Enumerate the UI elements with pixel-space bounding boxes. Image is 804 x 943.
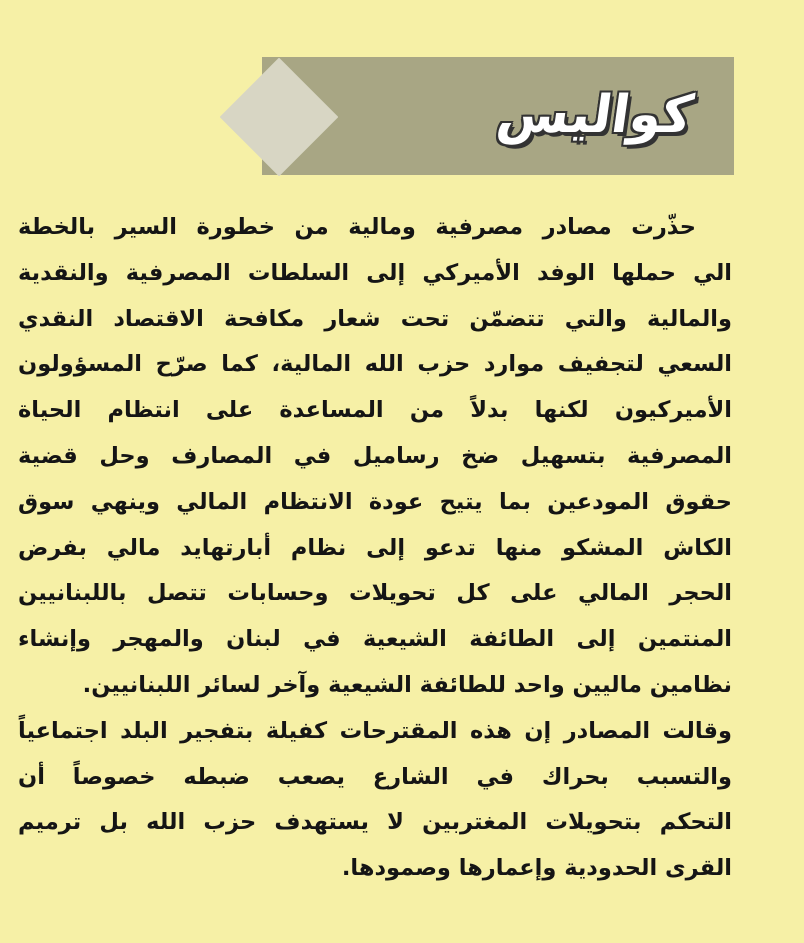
article-body — [18, 205, 732, 892]
diamond-shape — [220, 58, 338, 176]
article-line: نظامين ماليين واحد للطائفة الشيعية وآخر لسائر اللبنانيين. — [82, 671, 732, 698]
article-line: المنتمين إلى الطائفة الشيعية في لبنان والمهجر وإنشاء — [18, 626, 732, 653]
article-line: والتسبب بحراك في الشارع يصعب ضبطه خصوصاً أن — [18, 763, 732, 790]
article-line: الحجر المالي على كل تحويلات وحسابات تتصل باللبنانيين — [18, 580, 732, 607]
article-line: والمالية والتي تتضمّن تحت شعار مكافحة الاقتصاد النقدي — [18, 305, 732, 332]
article-line: الي حملها الوفد الأميركي إلى السلطات المصرفية والنقدية — [18, 259, 732, 286]
article-line: المصرفية بتسهيل ضخ رساميل في المصارف وحل قضية — [18, 442, 732, 469]
article-line: حذّرت مصادر مصرفية ومالية من خطورة السير بالخطة — [18, 214, 696, 240]
banner-title: كواليس — [493, 85, 697, 145]
article-line: حقوق المودعين بما يتيح عودة الانتظام المالي وينهي سوق — [18, 488, 732, 515]
article-line: السعي لتجفيف موارد حزب الله المالية، كما صرّح المسؤولون — [18, 351, 732, 378]
banner-diamond-ornament — [220, 58, 338, 176]
article-line: الأميركيون لكنها بدلاً من المساعدة على انتظام الحياة — [18, 397, 732, 424]
article-line: وقالت المصادر إن هذه المقترحات كفيلة بتفجير البلد اجتماعياً — [18, 717, 732, 744]
article-line: القرى الحدودية وإعمارها وصمودها. — [341, 855, 732, 882]
article-line: التحكم بتحويلات المغتربين لا يستهدف حزب الله بل ترميم — [18, 809, 732, 836]
article-line: الكاش المشكو منها تدعو إلى نظام أبارتهايد مالي بفرض — [18, 534, 732, 561]
